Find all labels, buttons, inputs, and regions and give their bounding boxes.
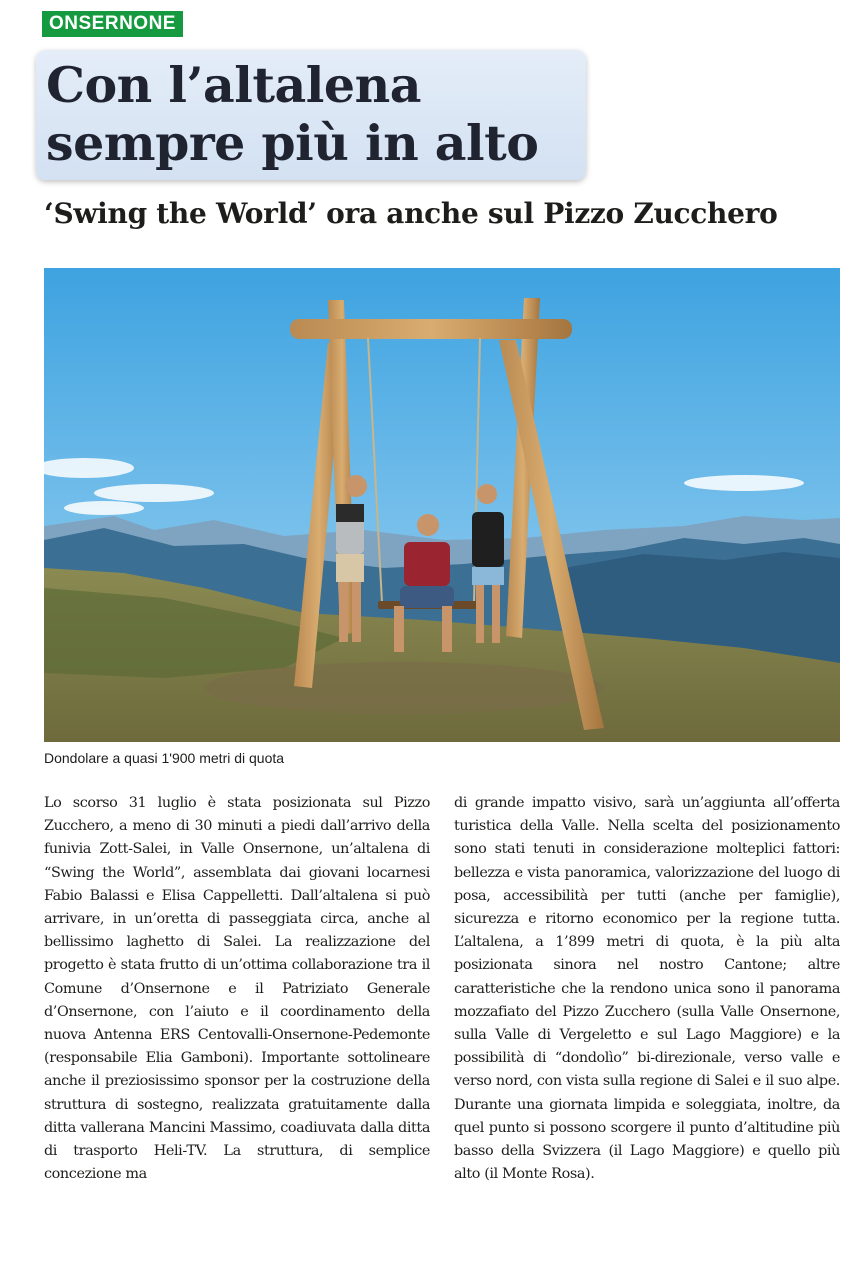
headline-line-1: Con l’altalena bbox=[46, 56, 421, 114]
subheadline: ‘Swing the World’ ora anche sul Pizzo Zucchero bbox=[44, 197, 778, 230]
swing-photo-illustration bbox=[44, 268, 840, 742]
section-tag: ONSERNONE bbox=[42, 11, 183, 37]
article-photo bbox=[44, 268, 840, 742]
headline bbox=[46, 56, 586, 172]
article-column-left: Lo scorso 31 luglio è stata posizionata sul Pizzo Zucchero, a meno di 30 minuti a piedi dall’arrivo della funivia Zott-Salei, in Valle Onsernone, un’altalena di “Swing the World”, assemblata dai giovani locarnesi Fabio Balassi e Elisa Cappelletti. Dall’altalena si può arrivare, in un’oretta di passeggiata circa, anche al bellissimo laghetto di Salei. La realizzazione del progetto è stata frutto di un’ottima collaborazione tra il Comune d’Onsernone e il Patriziato Generale d’Onsernone, con l’aiuto e il coordinamento della nuova Antenna ERS Centovalli-Onsernone-Pedemonte (responsabile Elia Gamboni). Importante sottolineare anche il preziosissimo sponsor per la costruzione della struttura di sostegno, realizzata gratuitamente dalla ditta vallerana Mancini Massimo, coadiuvata dalla ditta di trasporto Heli-TV. La struttura, di semplice concezione ma bbox=[44, 795, 430, 1183]
headline-line-2: sempre più in alto bbox=[46, 114, 539, 172]
photo-caption: Dondolare a quasi 1'900 metri di quota bbox=[44, 750, 285, 766]
article-column-right: di grande impatto visivo, sarà un’aggiunta all’offerta turistica della Valle. Nella scelta del posizionamento sono stati tenuti in considerazione molteplici fattori: bellezza e vista panoramica, valorizzazione del luogo di posa, accessibilità per tutti (anche per famiglie), sicurezza e ritorno economico per la regione tutta. L’altalena, a 1’899 metri di quota, è la più alta posizionata sinora nel nostro Cantone; altre caratteristiche che la rendono unica sono il panorama mozzafiato del Pizzo Zucchero (sulla Valle Onsernone, sulla Valle di Vergeletto e sul Lago Maggiore) e la possibilità di “dondolìo” bi-direzionale, verso valle e verso nord, con vista sulla regione di Salei e il suo alpe. Durante una giornata limpida e soleggiata, inoltre, da quel punto si possono scorgere il punto d’altitudine più basso della Svizzera (il Lago Maggiore) e quello più alto (il Monte Rosa). bbox=[454, 795, 840, 1183]
dirt-patch bbox=[204, 662, 604, 714]
